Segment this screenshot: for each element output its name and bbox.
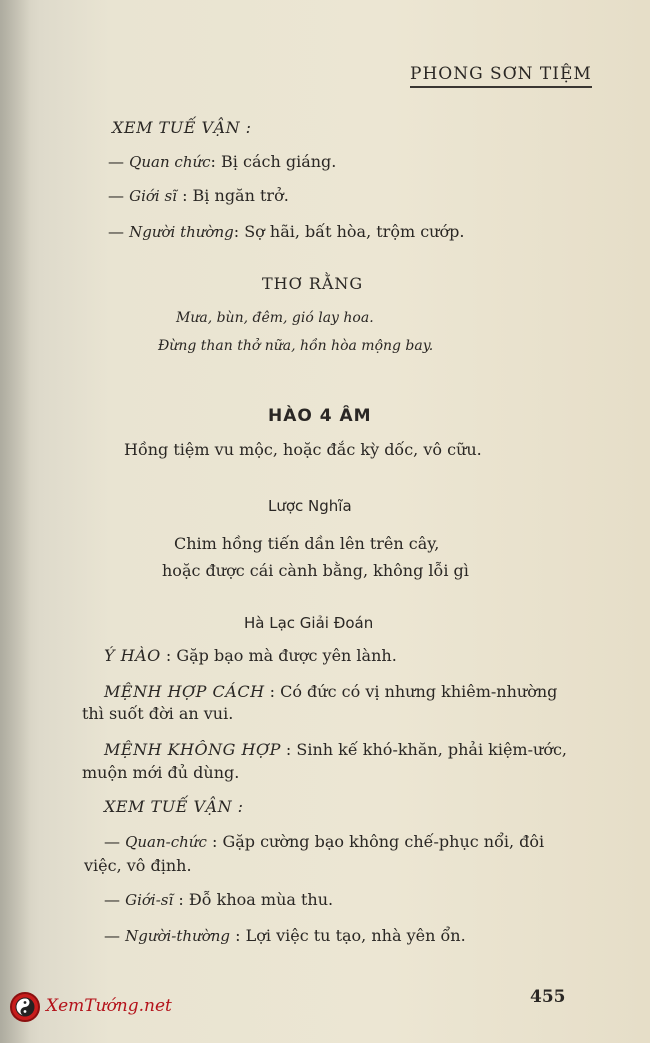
page-number: 455 xyxy=(530,987,566,1007)
menh-khong-hop-line: MỆNH KHÔNG HỢP : Sinh kế khó-khăn, phải kiệm-ước, xyxy=(104,740,567,759)
site-watermark[interactable] xyxy=(10,990,180,1026)
tue-van-heading-2: XEM TUẾ VẬN : xyxy=(104,797,244,816)
menh-hop-cach-cont: thì suốt đời an vui. xyxy=(82,704,234,723)
menh-hop-cach-line: MỆNH HỢP CÁCH : Có đức có vị nhưng khiêm-nhường xyxy=(104,682,558,701)
luoc-nghia-line-2: hoặc được cái cành bằng, không lỗi gì xyxy=(162,561,469,580)
luoc-nghia-title: Lược Nghĩa xyxy=(268,497,352,515)
y-hao-line: Ý HÀO : Gặp bạo mà được yên lành. xyxy=(104,646,397,665)
poem-line-2: Đừng than thở nữa, hồn hòa mộng bay. xyxy=(158,338,434,354)
running-header: PHONG SƠN TIỆM xyxy=(410,64,592,88)
spine-shadow xyxy=(0,0,30,1043)
entry-quan-chuc-1: — Quan chức: Bị cách giáng. xyxy=(108,152,337,171)
menh-khong-hop-cont: muộn mới đủ dùng. xyxy=(82,763,240,782)
tue-van-heading-1: XEM TUẾ VẬN : xyxy=(112,118,252,137)
ha-lac-title: Hà Lạc Giải Đoán xyxy=(244,614,374,632)
luoc-nghia-line-1: Chim hồng tiến dần lên trên cây, xyxy=(174,534,440,553)
entry-quan-chuc-2-cont: việc, vô định. xyxy=(84,856,192,875)
entry-quan-chuc-2: — Quan-chức : Gặp cường bạo không chế-phục nổi, đôi xyxy=(104,832,545,851)
poem-title: THƠ RẰNG xyxy=(262,274,364,293)
entry-nguoi-thuong-1: — Người thường: Sợ hãi, bất hòa, trộm cướp. xyxy=(108,222,465,241)
watermark-text: XemTướng.net xyxy=(46,996,172,1016)
hao-text: Hồng tiệm vu mộc, hoặc đắc kỳ dốc, vô cữu. xyxy=(124,440,482,459)
entry-gioi-si-2: — Giới-sĩ : Đỗ khoa mùa thu. xyxy=(104,890,334,909)
entry-nguoi-thuong-2: — Người-thường : Lợi việc tu tạo, nhà yên ổn. xyxy=(104,926,466,945)
yin-yang-icon xyxy=(10,992,40,1022)
poem-line-1: Mưa, bùn, đêm, gió lay hoa. xyxy=(176,310,374,326)
hao-title: HÀO 4 ÂM xyxy=(268,406,372,426)
entry-gioi-si-1: — Giới sĩ : Bị ngăn trở. xyxy=(108,186,289,205)
